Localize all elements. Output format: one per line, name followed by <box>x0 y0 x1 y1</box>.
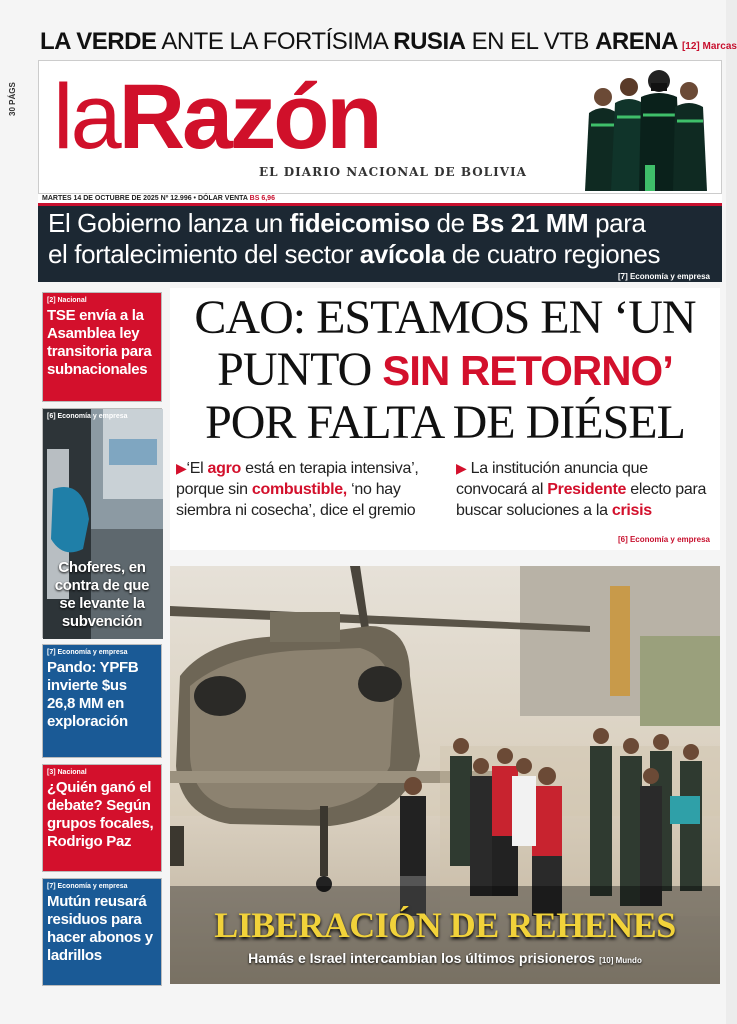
masthead <box>38 60 722 194</box>
headline-highlight: SIN RETORNO’ <box>382 347 673 394</box>
banner-team: LA VERDE <box>40 28 157 55</box>
main-story-ref: [6] Economía y empresa <box>617 535 710 544</box>
lead-story[interactable] <box>38 206 722 282</box>
card-ref: [7] Economía y empresa <box>47 649 128 656</box>
logo-razon: Razón <box>118 66 380 168</box>
headline-line-2: PUNTO SIN RETORNO’ <box>217 343 673 396</box>
card-ref: [6] Economía y empresa <box>47 413 128 420</box>
bullet-arrow-icon: ▶ <box>176 460 187 476</box>
page-count <box>4 60 26 120</box>
logo[interactable] <box>53 67 380 167</box>
date-bar <box>38 194 722 206</box>
photo-story-ref: [10] Mundo <box>599 956 642 965</box>
banner-venue: ARENA <box>595 28 678 55</box>
card-ref: [2] Nacional <box>47 297 87 304</box>
banner-rival: RUSIA <box>393 28 466 55</box>
banner-text: ANTE LA FORTÍSIMA <box>156 28 394 55</box>
card-ref: [3] Nacional <box>47 769 87 776</box>
photo-story-subtitle: Hamás e Israel intercambian los últimos prisioneros [10] Mundo <box>248 950 642 966</box>
story-card-tse[interactable] <box>42 292 162 402</box>
card-title: Mutún reusará residuos para hacer abonos y ladrillos <box>47 893 153 964</box>
lead-line-1: El Gobierno lanza un fideicomiso de Bs 21 MM para <box>48 208 646 238</box>
story-card-choferes[interactable] <box>42 408 162 638</box>
main-story[interactable] <box>170 288 720 550</box>
headline-line-3: POR FALTA DE DIÉSEL <box>205 396 685 449</box>
banner-text-2: EN EL VTB <box>465 28 596 55</box>
bullet-arrow-icon: ▶ <box>456 460 467 476</box>
issue-date: MARTES 14 DE OCTUBRE DE 2025 Nº 12.996 • DÓLAR VENTA <box>42 195 250 202</box>
story-card-debate[interactable] <box>42 764 162 872</box>
headline-line-1: CAO: ESTAMOS EN ‘UN <box>194 291 696 344</box>
photo-story-title: LIBERACIÓN DE REHENES <box>214 905 676 945</box>
slogan: EL DIARIO NACIONAL DE BOLIVIA <box>259 165 527 179</box>
top-banner[interactable] <box>40 28 737 62</box>
lead-line-2: el fortalecimiento del sector avícola de cuatro regiones <box>48 239 661 269</box>
banner-ref: [12] Marcas <box>681 41 737 52</box>
story-card-ypfb[interactable] <box>42 644 162 758</box>
players-photo[interactable] <box>581 65 713 191</box>
page-count-label: 30 PÁGS <box>8 82 17 116</box>
subheadline-left: ▶‘El agro está en terapia intensiva’, porque sin combustible, ‘no hay siembra ni cosecha’, dice el gremio <box>176 460 419 519</box>
subheadline-right: ▶ La institución anuncia que convocará al Presidente electo para buscar soluciones a la crisis <box>456 460 707 519</box>
lead-ref: [7] Economía y empresa <box>617 272 710 281</box>
dollar-rate: BS 6,96 <box>249 195 275 202</box>
card-title: TSE envía a la Asamblea ley transitoria para subnacionales <box>47 307 152 378</box>
logo-la: la <box>53 66 119 168</box>
story-card-mutun[interactable] <box>42 878 162 986</box>
card-title: Pando: YPFB invierte $us 26,8 MM en exploración <box>47 659 139 730</box>
card-ref: [7] Economía y empresa <box>47 883 128 890</box>
card-title: Choferes, en contra de que se levante la subvención <box>54 559 150 630</box>
hostage-release-story[interactable] <box>170 566 720 984</box>
main-headline <box>170 292 720 449</box>
card-title: ¿Quién ganó el debate? Según grupos focales, Rodrigo Paz <box>47 779 154 850</box>
